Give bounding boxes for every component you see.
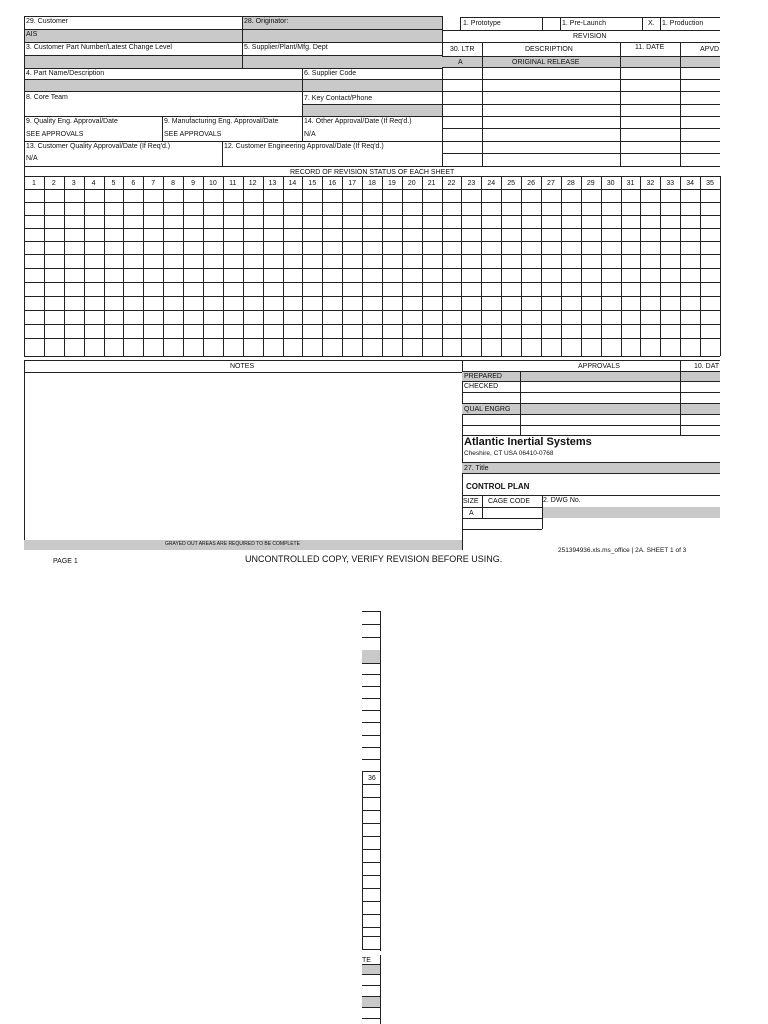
phase-prelaunch: 1. Pre-Launch [562, 20, 606, 27]
sheet-column-header: 34 [686, 180, 695, 187]
sheet-column-header: 19 [387, 180, 396, 187]
sheet-column-header: 1 [31, 180, 36, 187]
core-team-label: 8. Core Team [26, 94, 68, 101]
customer-value-field[interactable] [24, 29, 442, 42]
other-approval-label: 14. Other Approval/Date (If Req'd.) [304, 118, 412, 125]
sheet-column-header: 10 [209, 180, 217, 187]
ltr-label: 30. LTR [450, 46, 475, 53]
sheet-column-header: 7 [151, 180, 156, 187]
cust-eng-label: 12. Customer Engineering Approval/Date (If Req'd.) [224, 143, 384, 150]
uncontrolled-copy-notice: UNCONTROLLED COPY, VERIFY REVISION BEFORE USING. [245, 554, 503, 564]
overflow-date-label: TE [362, 957, 371, 964]
phase-production: 1. Production [662, 20, 704, 27]
sheet-column-header: 17 [348, 180, 356, 187]
sheet-column-header: 4 [91, 180, 96, 187]
sheet-column-header: 29 [586, 180, 595, 187]
sheet-column-header: 9 [191, 180, 195, 187]
sheet-column-header: 32 [646, 180, 655, 187]
customer-value: AIS [26, 31, 38, 38]
company-name: Atlantic Inertial Systems [464, 436, 592, 448]
part-number-field[interactable] [24, 55, 442, 68]
sheet-column-header: 3 [71, 180, 76, 187]
prepared-label: PREPARED [464, 373, 502, 380]
sheet-column-header: 18 [368, 180, 376, 187]
grayed-out-note: GRAYED OUT AREAS ARE REQUIRED TO BE COMPLETE [165, 541, 300, 547]
sheet-column-header: 14 [288, 180, 297, 187]
sheet-column-header: 33 [666, 180, 675, 187]
cust-quality-value: N/A [26, 155, 38, 162]
part-name-field[interactable] [24, 79, 442, 91]
sheet-column-header: 27 [547, 180, 555, 187]
sheet-column-header: 8 [171, 180, 176, 187]
file-info-text: 251394936.xls.ms_office | 2A. SHEET [558, 547, 669, 554]
sheet-column-header: 2 [51, 180, 56, 187]
sheet-column-header: 30 [606, 180, 615, 187]
mfg-eng-value: SEE APPROVALS [164, 131, 222, 138]
cust-quality-label: 13. Customer Quality Approval/Date (If Req'd.) [26, 143, 171, 150]
rev-original-release: ORIGINAL RELEASE [512, 59, 580, 66]
size-label: SIZE [463, 498, 479, 505]
sheet-column-header: 23 [467, 180, 476, 187]
sheet-count: 1 of 3 [670, 547, 687, 554]
description-label: DESCRIPTION [525, 46, 573, 53]
part-number-label: 3. Customer Part Number/Latest Change Level [26, 44, 172, 51]
sheet-status-title: RECORD OF REVISION STATUS OF EACH SHEET [290, 169, 455, 176]
dwg-no-label: 2. DWG No. [543, 497, 581, 504]
sheet-column-header: 13 [268, 180, 277, 187]
other-approval-value: N/A [304, 131, 316, 138]
supplier-label: 5. Supplier/Plant/Mfg. Dept [244, 44, 328, 51]
prelaunch-checkbox[interactable] [543, 18, 559, 29]
sheet-column-header: 11 [229, 180, 237, 187]
sheet-column-header: 31 [626, 180, 635, 187]
sheet-column-header: 24 [487, 180, 496, 187]
part-name-label: 4. Part Name/Description [26, 70, 105, 77]
phase-production-mark[interactable]: X. [648, 20, 655, 27]
apvd-label: APVD [700, 46, 720, 53]
rev-ltr-a: A [458, 59, 463, 66]
sheet-column-header: 26 [527, 180, 535, 187]
rev-date-label: 11. DATE [635, 44, 665, 51]
sheet-column-header: 28 [566, 180, 575, 187]
sheet-column-header: 15 [308, 180, 317, 187]
page-number: PAGE 1 [53, 558, 78, 565]
sheet-column-header: 12 [248, 180, 257, 187]
sheet-column-header: 25 [507, 180, 516, 187]
mfg-eng-label: 9. Manufacturing Eng. Approval/Date [164, 118, 279, 125]
revision-title: REVISION [573, 33, 607, 40]
title-value: CONTROL PLAN [466, 482, 530, 491]
checked-label: CHECKED [464, 383, 499, 390]
file-info [558, 548, 686, 555]
quality-eng-label: 9. Quality Eng. Approval/Date [26, 118, 118, 125]
sheet-column-header: 6 [131, 180, 136, 187]
key-contact-label: 7. Key Contact/Phone [304, 95, 373, 102]
cage-code-label: CAGE CODE [488, 498, 531, 505]
approvals-date-label: 10. DAT [694, 363, 720, 370]
sheet-column-header: 22 [447, 180, 456, 187]
phase-prototype: 1. Prototype [463, 20, 501, 27]
column-36-label: 36 [368, 775, 376, 782]
company-address: Cheshire, CT USA 06410-0768 [464, 450, 554, 457]
key-contact-field[interactable] [302, 104, 442, 116]
notes-title: NOTES [230, 363, 255, 370]
notes-area[interactable] [25, 373, 461, 539]
sheet-column-header: 35 [706, 180, 714, 187]
prototype-checkbox[interactable] [443, 18, 459, 29]
supplier-code-label: 6. Supplier Code [304, 70, 357, 77]
title-label: 27. Title [464, 465, 489, 472]
qual-engrg-label: QUAL ENGRG [464, 406, 511, 413]
originator-label: 28. Originator: [244, 18, 289, 25]
size-value: A [469, 510, 474, 517]
dwg-no-field[interactable] [542, 507, 720, 518]
sheet-column-header: 21 [427, 180, 436, 187]
quality-eng-value: SEE APPROVALS [26, 131, 84, 138]
sheet-column-header: 16 [328, 180, 337, 187]
customer-label: 29. Customer [26, 18, 69, 25]
sheet-column-header: 5 [111, 180, 116, 187]
approvals-title: APPROVALS [578, 363, 620, 370]
sheet-column-header: 20 [407, 180, 416, 187]
